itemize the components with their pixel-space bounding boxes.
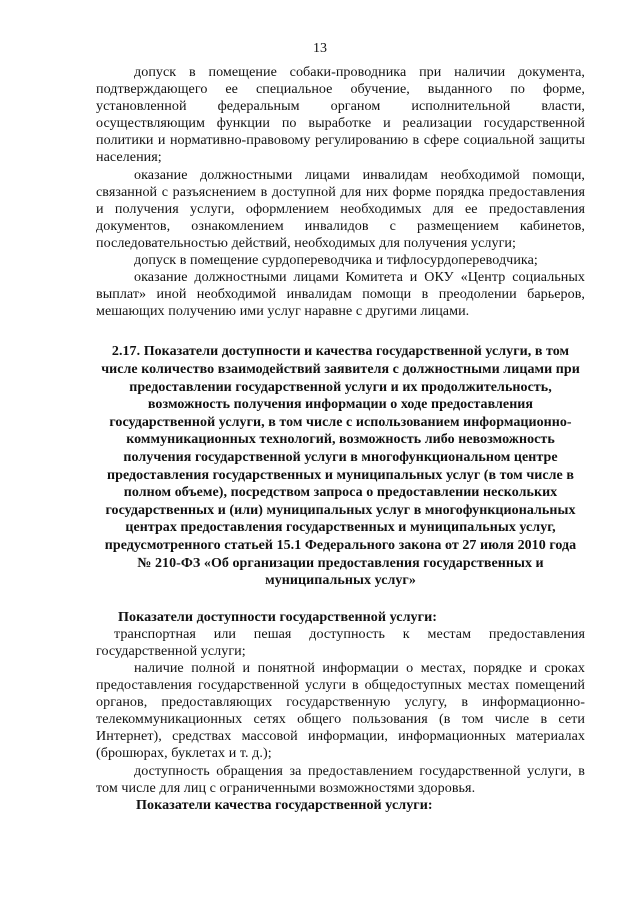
paragraph: допуск в помещение сурдопереводчика и тифлосурдопереводчика; xyxy=(134,252,538,269)
availability-item: доступность обращения за предоставлением государственной услуги, в том числе для лиц с ограниченными возможностями здоровья. xyxy=(96,762,585,796)
availability-item: наличие полной и понятной информации о местах, порядке и сроках предоставления государственной услуги в общедоступных местах помещений органов, предоставляющих государственную услугу, в информационно-телекоммуникационных сетях общего пользования (в том числе в сети Интернет), средствах массовой информации, информационных материалах (брошюрах, буклетах и т. д.); xyxy=(96,660,585,762)
quality-heading: Показатели качества государственной услуги: xyxy=(136,796,433,813)
paragraph: оказание должностными лицами инвалидам необходимой помощи, связанной с разъяснением в доступной для них форме порядка предоставления и получения услуги, оформлением необходимых для ее предоставления документов, ознакомлением инвалидов с размещением кабинетов, последовательностью действий, необходимых для получения услуги; xyxy=(96,166,585,251)
document-body xyxy=(96,64,585,814)
availability-item: транспортная или пешая доступность к местам предоставления государственной услуги; xyxy=(96,625,585,659)
paragraph: допуск в помещение собаки-проводника при наличии документа, подтверждающего ее специальное обучение, выданного по форме, установленной федеральным органом исполнительной власти, осуществляющим функции по выработке и реализации государственной политики и нормативно-правовому регулированию в сфере социальной защиты населения; xyxy=(96,64,585,166)
availability-heading: Показатели доступности государственной услуги: xyxy=(118,608,438,625)
section-heading: 2.17. Показатели доступности и качества государственной услуги, в том числе количество взаимодействий заявителя с должностными лицами при предоставлении государственной услуги и их продолжительность, возможность получения информации о ходе предоставления государственной услуги, в том числе с использованием информационно-коммуникационных технологий, возможность либо невозможность получения государственной услуги в многофункциональном центре предоставления государственных и муниципальных услуг (в том числе в полном объеме), посредством запроса о предоставлении нескольких государственных и (или) муниципальных услуг в многофункциональных центрах предоставления государственных и муниципальных услуг, предусмотренного статьей 15.1 Федерального закона от 27 июля 2010 года № 210-ФЗ «Об организации предоставления государственных и муниципальных услуг» xyxy=(101,344,580,589)
page-number: 13 xyxy=(313,41,327,56)
paragraph: оказание должностными лицами Комитета и ОКУ «Центр социальных выплат» иной необходимой инвалидам помощи в преодолении барьеров, мешающих получению ими услуг наравне с другими лицами. xyxy=(96,269,585,320)
